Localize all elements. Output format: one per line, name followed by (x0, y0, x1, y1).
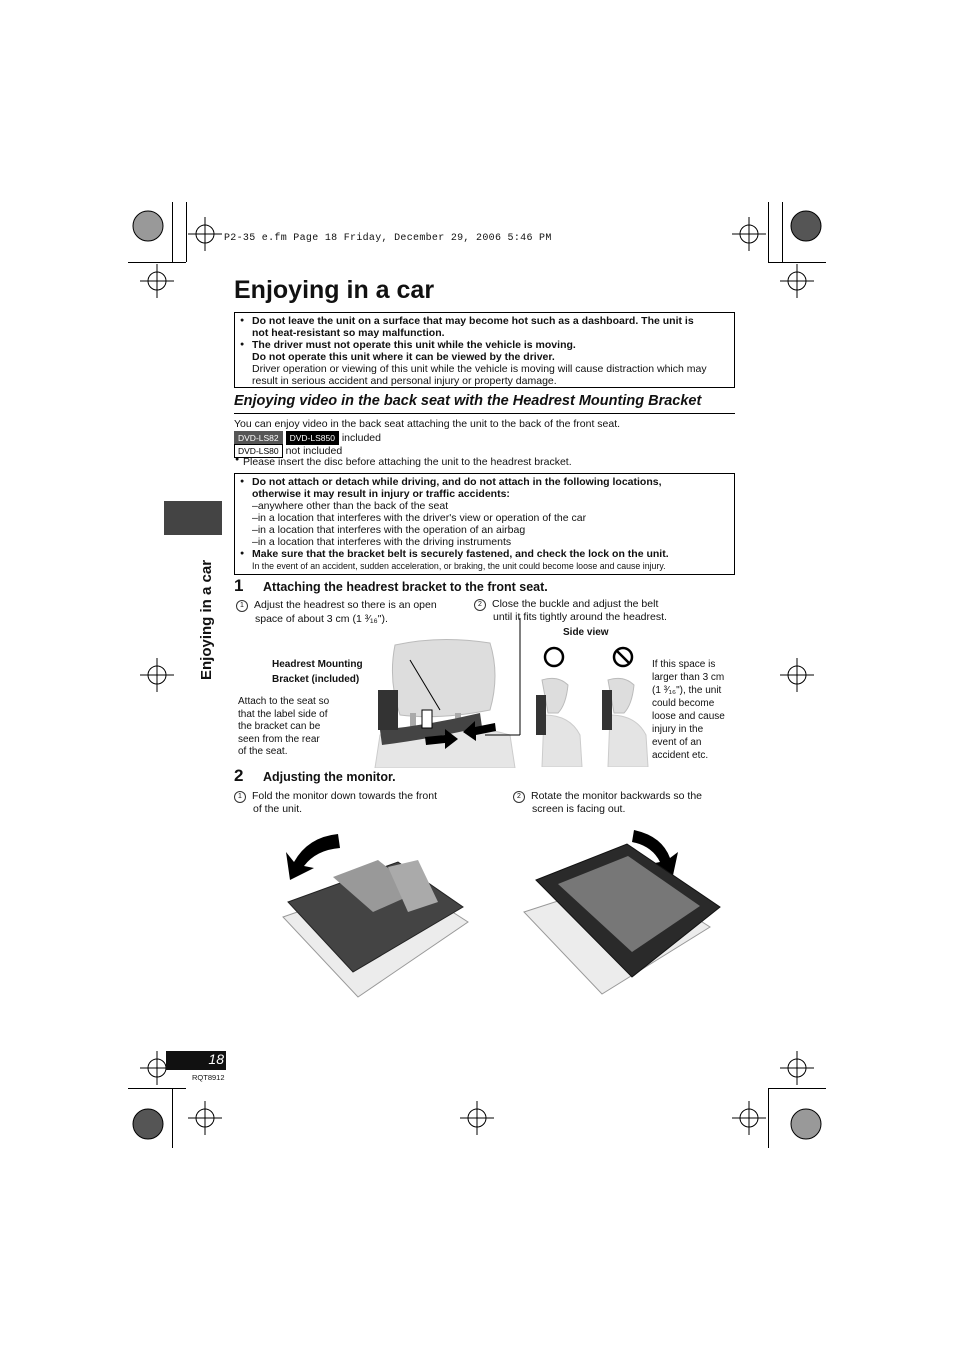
step-number: 1 (234, 576, 244, 595)
model-badge: DVD-LS850 (286, 431, 339, 445)
included-label: included (341, 432, 381, 444)
warning-note: In the event of an accident, sudden acceleration, or braking, the unit could become loose and cause injury. (252, 561, 666, 571)
rotate-monitor-illustration (522, 822, 724, 998)
sidebar-label-wrap (198, 540, 218, 680)
model-badge: DVD-LS82 (234, 431, 283, 445)
warning-box-driving (234, 312, 735, 388)
model-badge: DVD-LS80 (234, 444, 283, 458)
rotate-arrow-icon (286, 834, 340, 880)
attach-note: Attach to the seat so that the label side of the bracket can be seen from the rear of the seat. (238, 696, 330, 757)
space-warning-note: If this space is larger than 3 cm (1 ³⁄₁₆"), the unit could become loose and cause injury in the event of an accident etc. (652, 659, 725, 761)
warning-text: Do not operate this unit where it can be viewed by the driver. (252, 351, 555, 363)
ok-icon (545, 648, 563, 666)
page-number: 18 (208, 1051, 224, 1067)
warning-text: result in serious accident and personal injury or property damage. (252, 375, 557, 387)
model-included-row (234, 431, 381, 445)
warning-bullet: ● Do not attach or detach while driving, and do not attach in the following locations, (239, 476, 730, 488)
bracket-label: Headrest Mounting Bracket (included) (272, 659, 363, 685)
warning-text: otherwise it may result in injury or traffic accidents: (252, 488, 510, 500)
step2-instruction-2: 2 Rotate the monitor backwards so the screen is facing out. (513, 790, 702, 815)
fold-monitor-illustration (278, 822, 478, 998)
intro-text: You can enjoy video in the back seat attaching the unit to the back of the front seat. (234, 418, 621, 430)
step-number: 2 (234, 766, 244, 785)
section-title: Enjoying video in the back seat with the Headrest Mounting Bracket (234, 393, 702, 409)
step1-instruction-2: 2 Close the buckle and adjust the belt until it fits tightly around the headrest. (474, 598, 667, 624)
warning-bullet: ● Make sure that the bracket belt is securely fastened, and check the lock on the unit. (239, 548, 730, 560)
step2-instruction-1: 1 Fold the monitor down towards the front of the unit. (234, 790, 437, 815)
warning-bullet: ● The driver must not operate this unit while the vehicle is moving. (239, 339, 730, 351)
section-rule (234, 413, 735, 414)
side-view-label: Side view (563, 627, 609, 638)
warning-list-item: –in a location that interferes with the driving instruments (252, 536, 512, 548)
page-title: Enjoying in a car (234, 276, 435, 304)
not-included-label: not included (285, 445, 343, 457)
warning-list-item: –anywhere other than the back of the seat (252, 500, 449, 512)
side-view-illustration (530, 645, 660, 767)
callout-lines (370, 600, 530, 770)
step-title: Attaching the headrest bracket to the front seat. (263, 580, 548, 594)
step-title: Adjusting the monitor. (263, 770, 396, 784)
insert-note: ● Please insert the disc before attaching the unit to the headrest bracket. (234, 456, 954, 468)
circled-number: 1 (236, 600, 248, 612)
circled-number: 2 (513, 791, 525, 803)
warning-box-attach (234, 473, 735, 575)
circled-number: 1 (234, 791, 246, 803)
warning-bullet: ● Do not leave the unit on a surface that may become hot such as a dashboard. The unit is (239, 315, 730, 327)
sidebar-label: Enjoying in a car (198, 559, 215, 680)
warning-text: Driver operation or viewing of this unit while the vehicle is moving will cause distraction which may (252, 363, 707, 375)
warning-list-item: –in a location that interferes with the driver's view or operation of the car (252, 512, 587, 524)
warning-list-item: –in a location that interferes with the operation of an airbag (252, 524, 526, 536)
warning-text: not heat-resistant so may malfunction. (252, 327, 445, 339)
circled-number: 2 (474, 599, 486, 611)
sidebar-tab (164, 501, 222, 535)
file-header-line: P2-35 e.fm Page 18 Friday, December 29, 2006 5:46 PM (224, 233, 552, 244)
document-code: RQT8912 (192, 1073, 225, 1082)
step1-instruction-1: 1 Adjust the headrest so there is an open space of about 3 cm (1 ³⁄₁₆"). (236, 598, 437, 626)
